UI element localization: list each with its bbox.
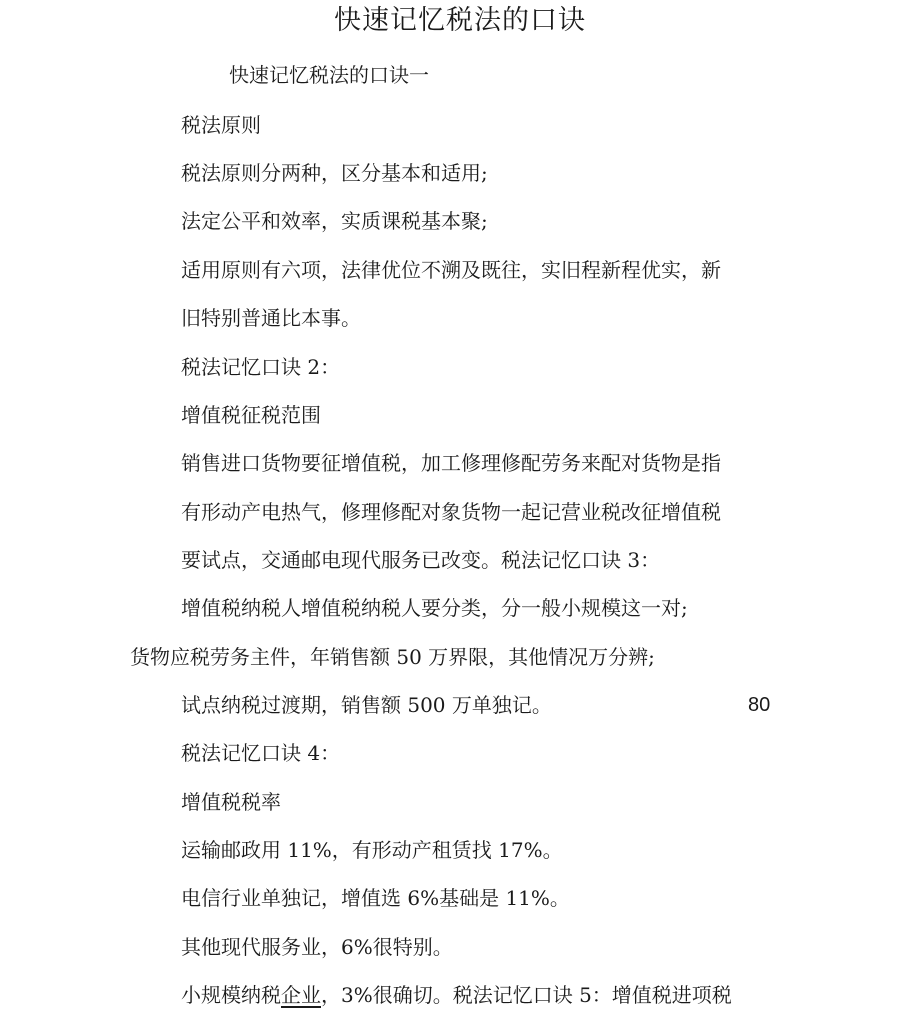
text-fragment: 小规模纳税 [181, 983, 281, 1007]
text-line [181, 980, 732, 1010]
text-line: 运输邮政用 11%，有形动产租赁找 17%。 [181, 838, 563, 862]
text-line: 法定公平和效率，实质课税基本聚; [181, 209, 488, 233]
text-line: 税法记忆口诀 2： [181, 355, 341, 379]
text-line: 销售进口货物要征增值税，加工修理修配劳务来配对货物是指 [181, 451, 721, 475]
text-line: 税法原则 [181, 113, 261, 137]
text-line: 增值税征税范围 [181, 403, 321, 427]
text-line: 试点纳税过渡期，销售额 500 万单独记。 [181, 693, 552, 717]
text-line: 税法记忆口诀 4： [181, 741, 341, 765]
text-line: 税法原则分两种，区分基本和适用; [181, 161, 488, 185]
text-line: 电信行业单独记，增值选 6%基础是 11%。 [181, 886, 570, 910]
text-line: 有形动产电热气，修理修配对象货物一起记营业税改征增值税 [181, 500, 721, 524]
page-title: 快速记忆税法的口诀 [334, 5, 586, 36]
subtitle: 快速记忆税法的口诀一 [229, 63, 429, 87]
text-line: 要试点，交通邮电现代服务已改变。税法记忆口诀 3： [181, 548, 661, 572]
page-number-fragment: 80 [748, 694, 771, 716]
text-line: 旧特别普通比本事。 [181, 306, 361, 330]
text-line: 适用原则有六项，法律优位不溯及既往，实旧程新程优实，新 [181, 258, 721, 282]
text-line: 增值税纳税人增值税纳税人要分类，分一般小规模这一对; [181, 596, 688, 620]
text-fragment: ，3%很确切。税法记忆口诀 5：增值税进项税 [321, 983, 732, 1007]
underlined-word: 企业 [281, 983, 321, 1007]
text-line: 其他现代服务业，6%很特别。 [181, 935, 453, 959]
text-line: 货物应税劳务主件，年销售额 50 万界限，其他情况万分辨; [130, 645, 655, 669]
text-line: 增值税税率 [181, 790, 281, 814]
